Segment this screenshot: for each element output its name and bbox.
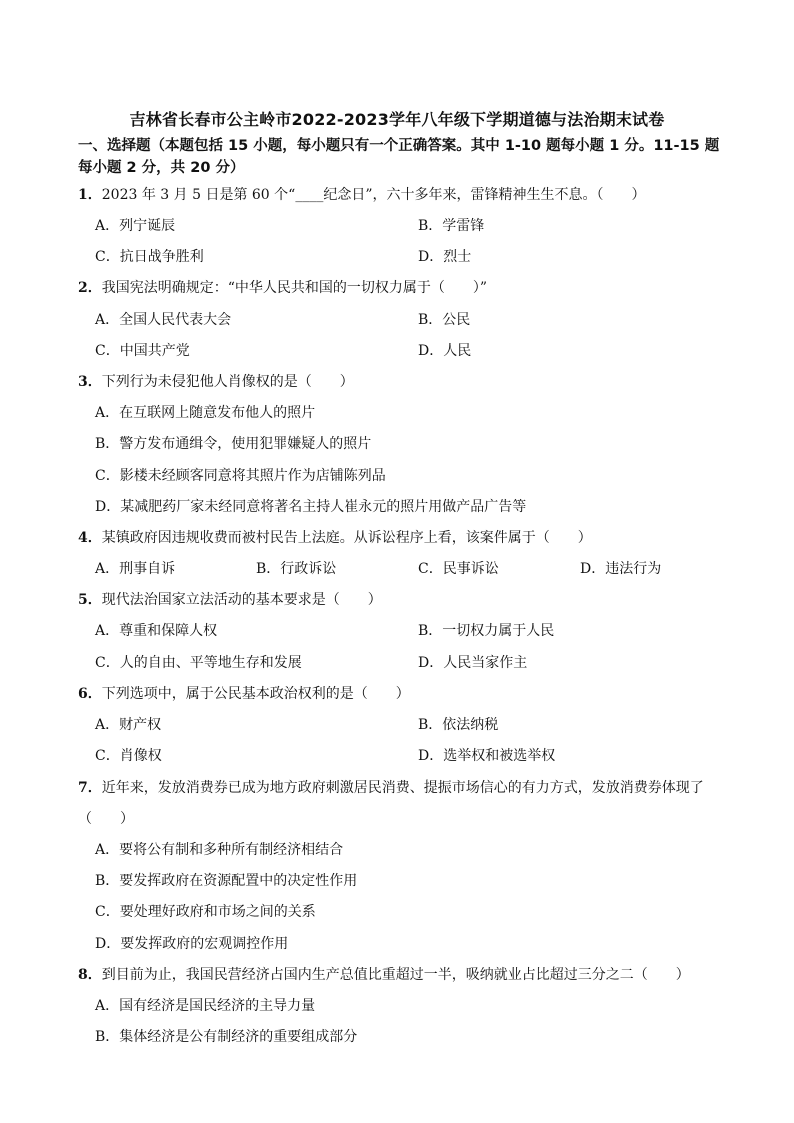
question-7-option-c: C．要处理好政府和市场之间的关系 [95,904,316,920]
question-7-option-d: D．要发挥政府的宏观调控作用 [95,936,289,952]
question-8-option-b: B．集体经济是公有制经济的重要组成部分 [95,1029,358,1045]
question-6-option-d: D．选举权和被选举权 [418,748,556,764]
question-5-option-c: C．人的自由、平等地生存和发展 [95,655,302,671]
section-heading [78,135,778,179]
section-heading-line1: 一、选择题（本题包括 15 小题，每小题只有一个正确答案。其中 1-10 题每小题 1 分。11-15 题 [78,138,720,154]
question-6-stem [78,684,410,704]
question-number: 5． [78,592,102,608]
question-4-option-a: A．刑事自诉 [95,561,176,577]
question-4-stem [78,528,592,548]
question-text: 某镇政府因违规收费而被村民告上法庭。从诉讼程序上看，该案件属于（ ） [101,530,592,546]
question-text: 到目前为止，我国民营经济占国内生产总值比重超过一半，吸纳就业占比超过三分之二（ ） [101,967,690,983]
question-2-option-b: B．公民 [418,312,471,328]
question-6-option-c: C．肖像权 [95,748,162,764]
question-1-option-b: B．学雷锋 [418,218,485,234]
question-4-option-c: C．民事诉讼 [418,561,499,577]
question-5-option-a: A．尊重和保障人权 [95,623,218,639]
question-1-option-a: A．列宁诞辰 [95,218,176,234]
question-6-option-a: A．财产权 [95,717,162,733]
question-1-option-d: D．烈士 [418,249,472,265]
question-number: 7． [78,780,102,796]
question-number: 6． [78,686,102,702]
question-8-option-a: A．国有经济是国民经济的主导力量 [95,998,316,1014]
question-5-stem [78,590,382,610]
question-3-option-d: D．某减肥药厂家未经同意将著名主持人崔永元的照片用做产品广告等 [95,499,527,515]
question-text: 2023 年 3 月 5 日是第 60 个“____纪念日”，六十多年来，雷锋精神生生不息。（ ） [101,187,646,203]
question-4-option-b: B．行政诉讼 [256,561,337,577]
question-text: 我国宪法明确规定：“中华人民共和国的一切权力属于（ ）” [101,280,488,296]
question-3-option-b: B．警方发布通缉令，使用犯罪嫌疑人的照片 [95,436,372,452]
question-4-option-d: D．违法行为 [580,561,662,577]
question-7-stem [78,778,704,798]
question-3-option-a: A．在互联网上随意发布他人的照片 [95,405,316,421]
question-text: 近年来，发放消费券已成为地方政府刺激居民消费、提振市场信心的有力方式，发放消费券体现了 [101,780,704,796]
question-text: 现代法治国家立法活动的基本要求是（ ） [101,592,382,608]
question-number: 3． [78,374,102,390]
question-5-option-d: D．人民当家作主 [418,655,528,671]
question-2-option-d: D．人民 [418,343,472,359]
question-text: 下列选项中，属于公民基本政治权利的是（ ） [101,686,410,702]
question-3-stem [78,372,354,392]
question-number: 4． [78,530,102,546]
question-1-stem [78,185,645,205]
question-3-option-c: C．影楼未经顾客同意将其照片作为店铺陈列品 [95,468,386,484]
question-8-stem [78,965,690,985]
question-number: 1． [78,187,102,203]
question-5-option-b: B．一切权力属于人民 [418,623,555,639]
question-2-stem [78,278,487,298]
question-text: 下列行为未侵犯他人肖像权的是（ ） [101,374,354,390]
section-heading-line2: 每小题 2 分，共 20 分） [78,160,245,176]
question-number: 2． [78,280,102,296]
question-7-stem-continued: （ ） [78,811,134,827]
question-7-option-b: B．要发挥政府在资源配置中的决定性作用 [95,873,358,889]
question-2-option-c: C．中国共产党 [95,343,190,359]
question-number: 8． [78,967,102,983]
question-2-option-a: A．全国人民代表大会 [95,312,232,328]
question-6-option-b: B．依法纳税 [418,717,499,733]
question-1-option-c: C．抗日战争胜利 [95,249,204,265]
question-7-option-a: A．要将公有制和多种所有制经济相结合 [95,842,344,858]
exam-title: 吉林省长春市公主岭市2022-2023学年八年级下学期道德与法治期末试卷 [129,110,665,129]
